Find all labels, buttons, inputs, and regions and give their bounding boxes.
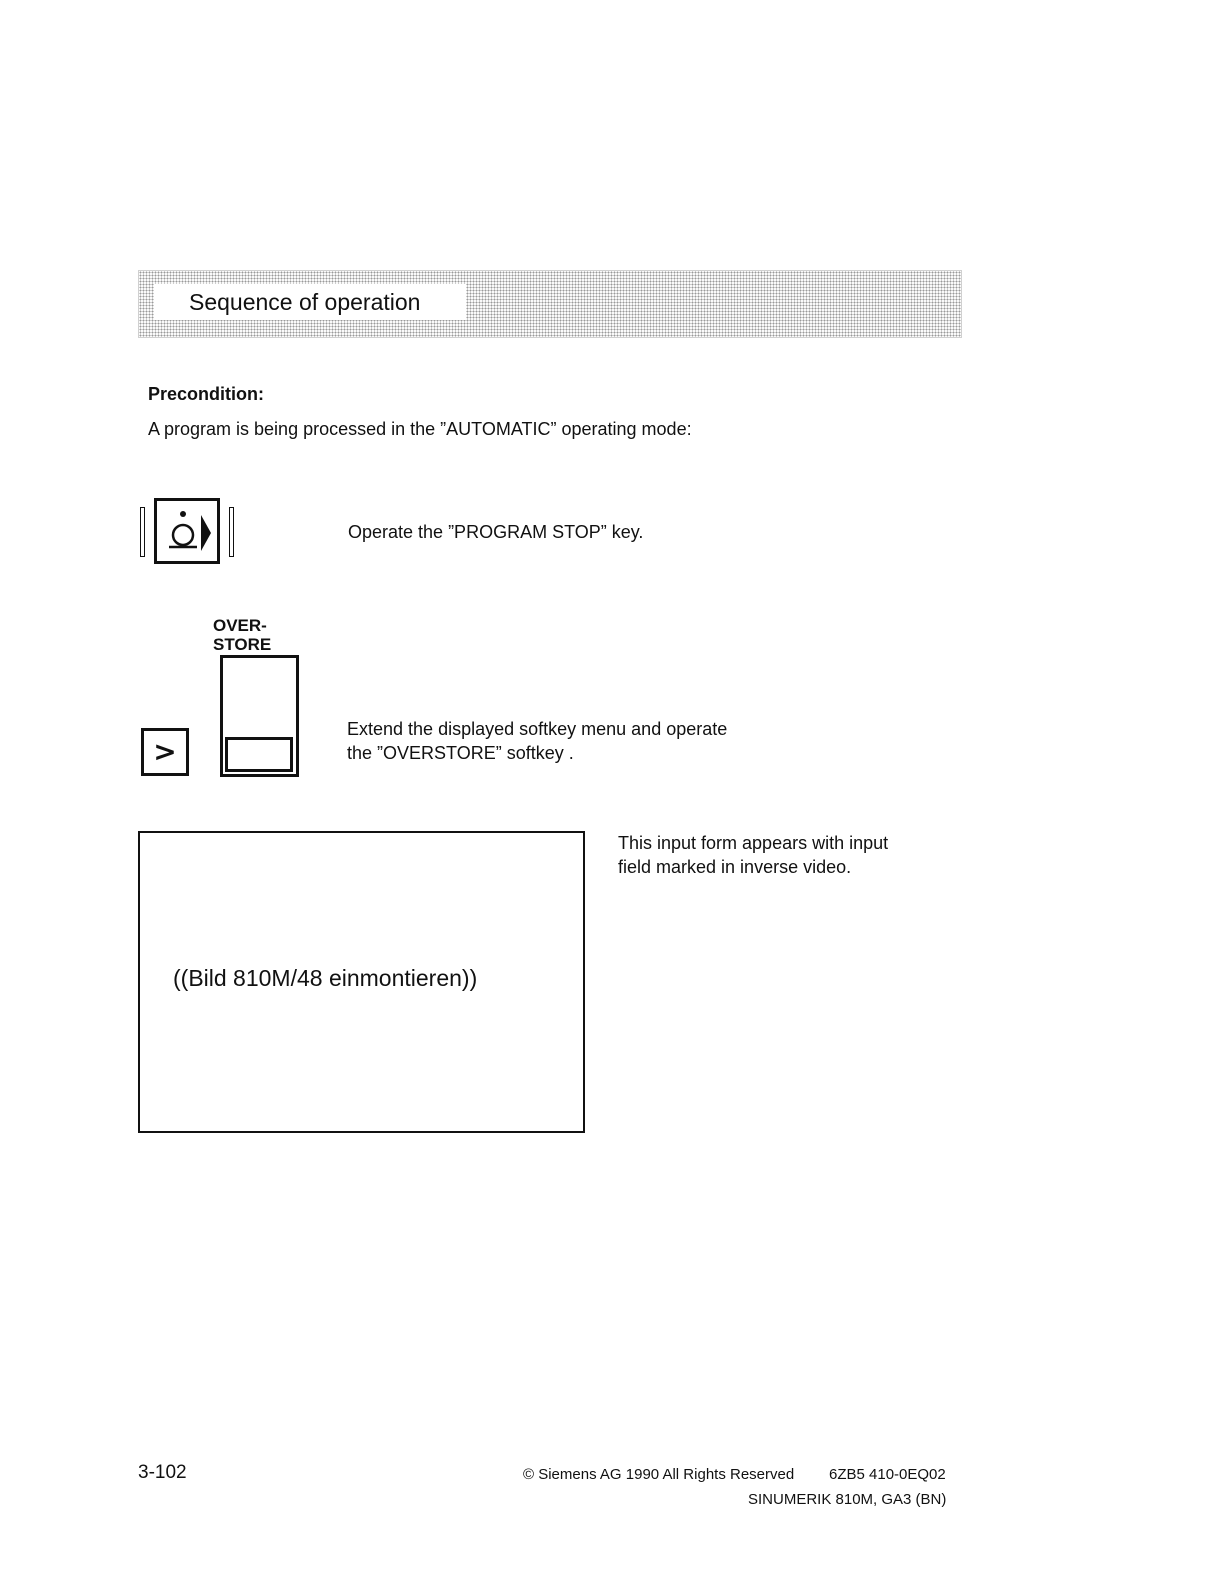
precondition-label: Precondition: <box>148 384 264 404</box>
step-input-form-line2: field marked in inverse video. <box>618 857 852 877</box>
step-overstore-text <box>347 717 727 765</box>
softkey-label-line2: STORE <box>213 635 272 654</box>
footer-document-number: 6ZB5 410-0EQ02 <box>829 1466 946 1483</box>
key-bracket-left <box>140 507 145 557</box>
page-number: 3-102 <box>138 1462 187 1483</box>
section-title: Sequence of operation <box>154 284 466 320</box>
step-overstore-line2: the ”OVERSTORE” softkey . <box>347 743 574 763</box>
footer-product: SINUMERIK 810M, GA3 (BN) <box>748 1491 947 1508</box>
footer-copyright: © Siemens AG 1990 All Rights Reserved <box>523 1466 795 1483</box>
step-program-stop-text: Operate the ”PROGRAM STOP” key. <box>348 522 644 542</box>
program-stop-symbol <box>157 501 217 561</box>
softkey-button-area <box>225 737 293 772</box>
extend-menu-key-icon: > <box>141 728 189 776</box>
step-overstore-line1: Extend the displayed softkey menu and operate <box>347 719 728 739</box>
step-input-form-line1: This input form appears with input <box>618 833 889 853</box>
precondition-text: A program is being processed in the ”AUTOMATIC” operating mode: <box>148 419 692 439</box>
key-bracket-right <box>229 507 234 557</box>
overstore-softkey-label <box>213 616 271 654</box>
step-input-form-text <box>618 831 888 879</box>
softkey-label-line1: OVER- <box>213 616 267 635</box>
placeholder-text: ((Bild 810M/48 einmontieren)) <box>173 965 478 991</box>
program-stop-key-icon <box>154 498 220 564</box>
